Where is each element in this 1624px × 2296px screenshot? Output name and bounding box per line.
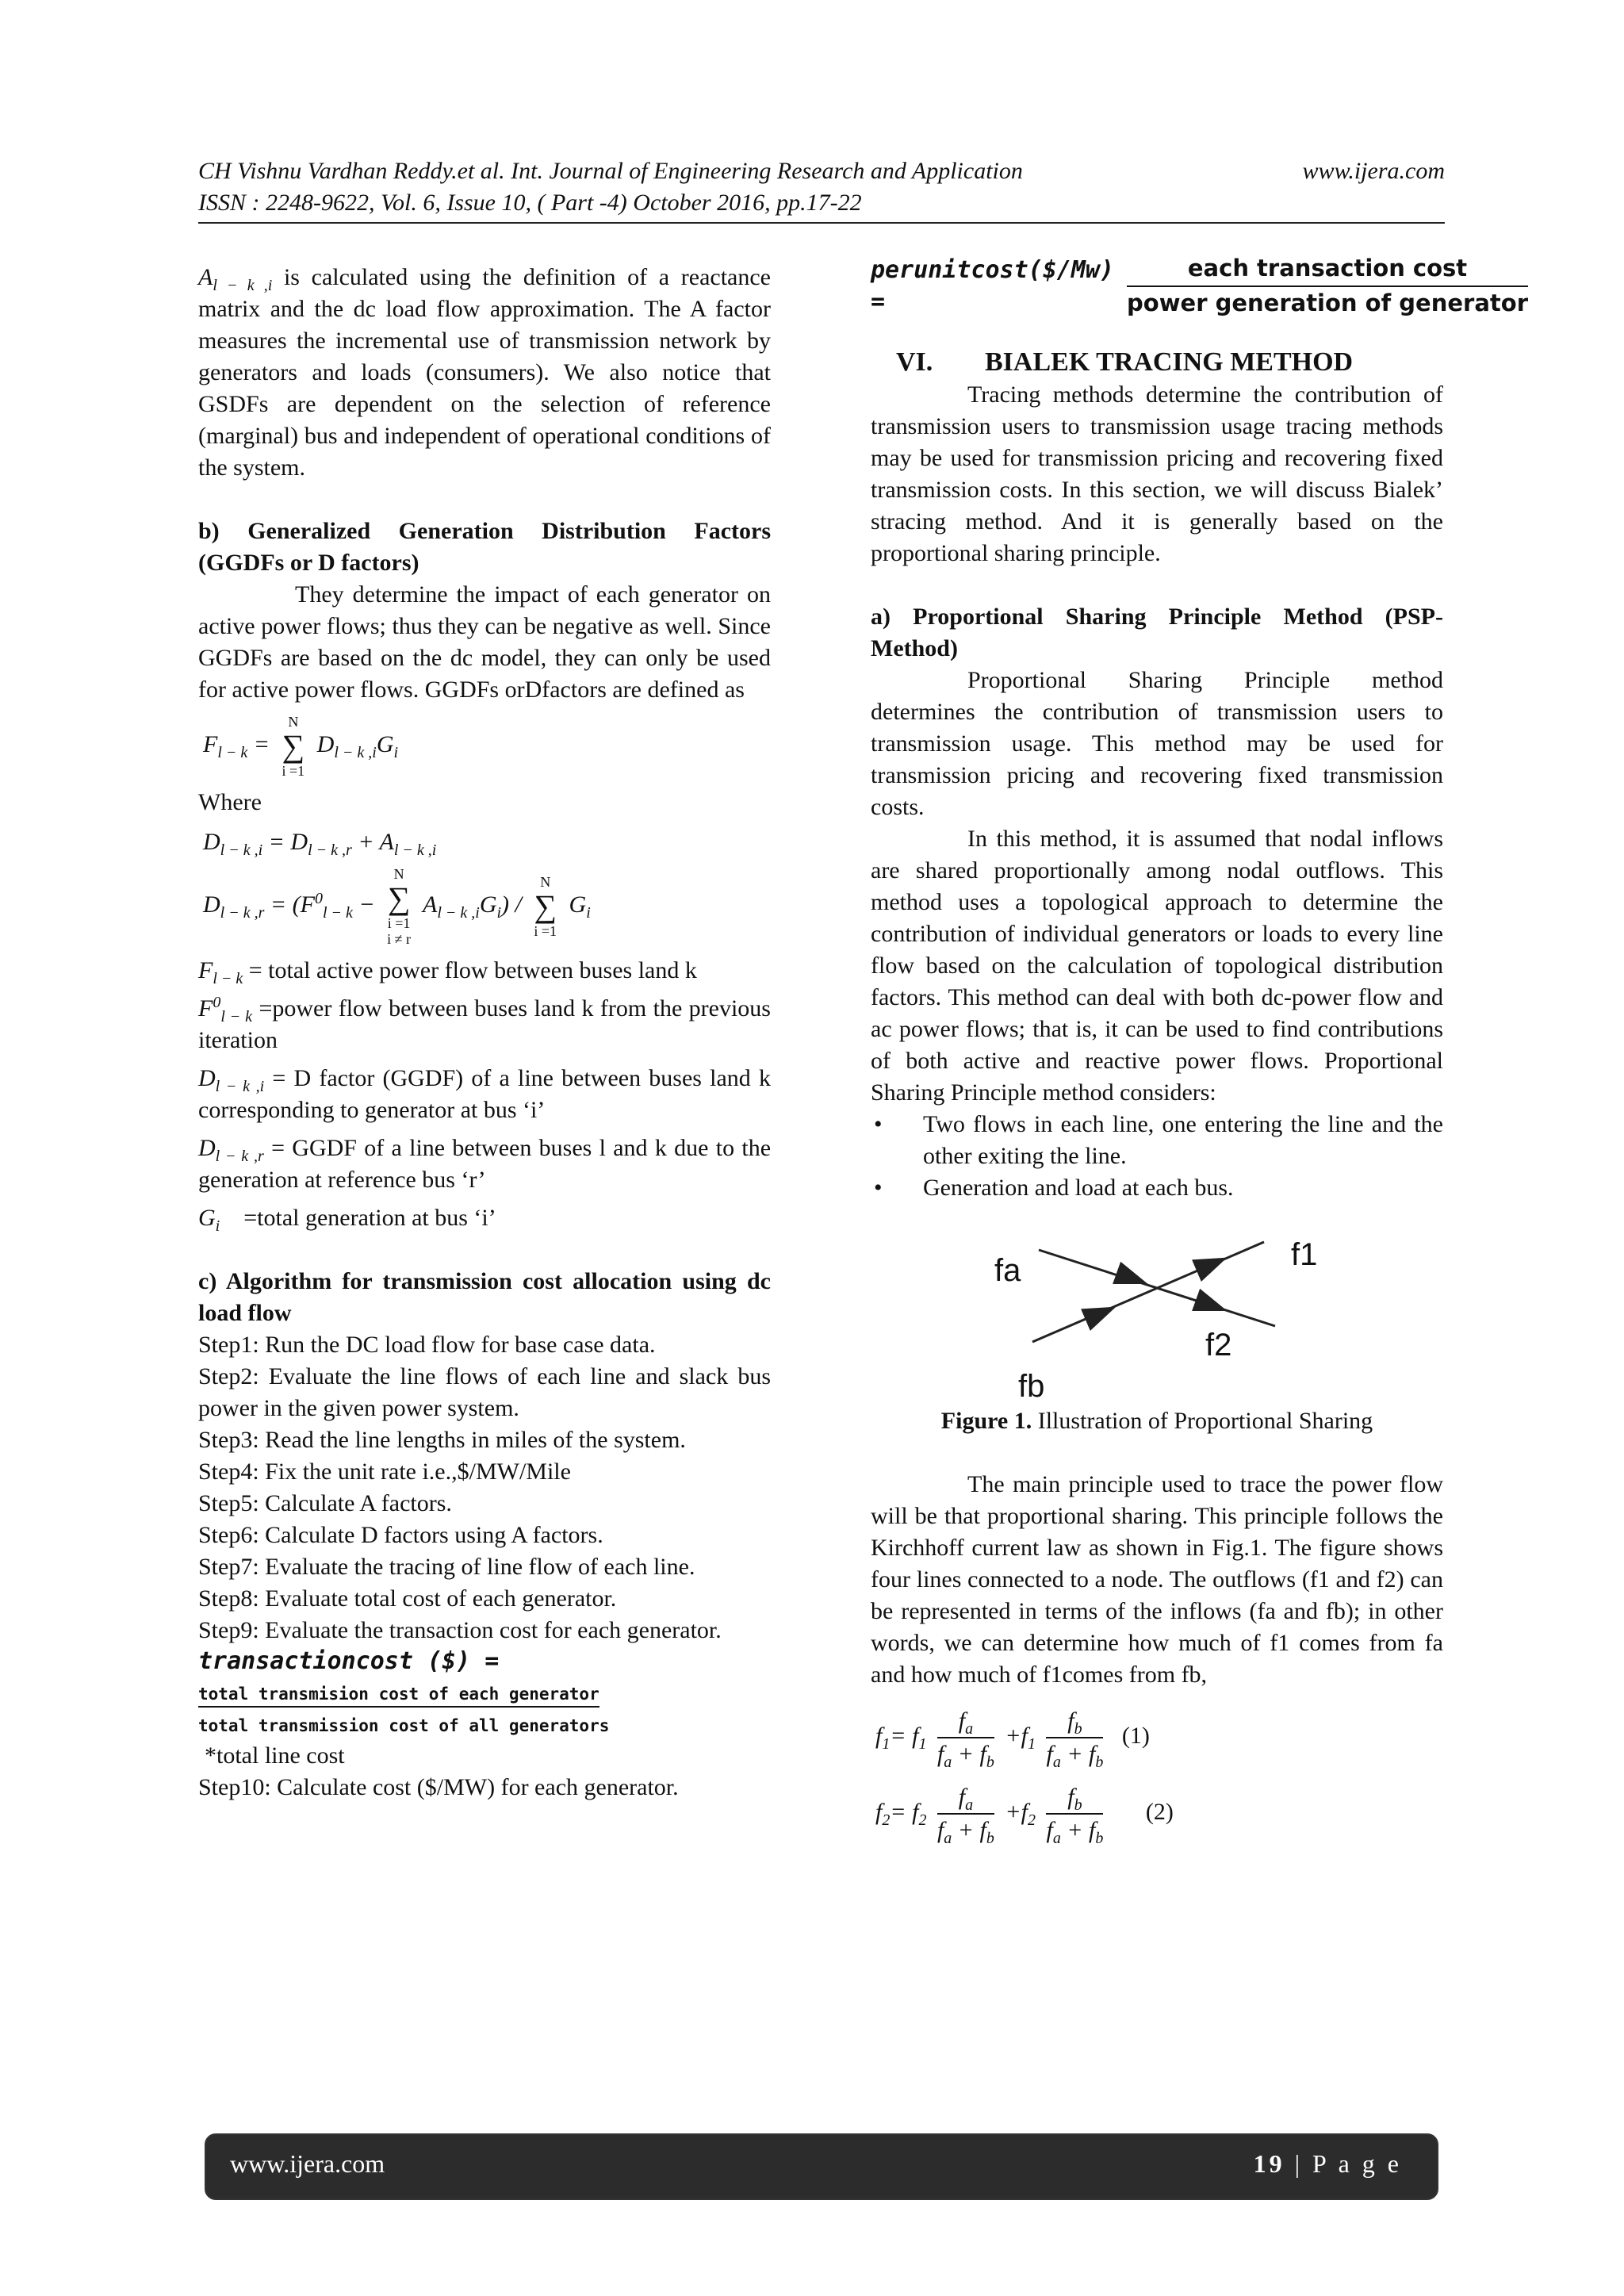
right-column: [871, 254, 1529, 1854]
psp-heading: a) Proportional Sharing Principle Method (PSP-Method): [871, 604, 1443, 661]
definition-prev-flow: $F^0_{l - k}$ =power flow between buses land k from the previous iteration: [198, 994, 771, 1053]
page-number: 19 | P a g e: [1253, 2149, 1402, 2178]
equation-d-factor: $D_{l - k ,i} = D_{l - k ,r} + A_{l - k ,i}$: [203, 829, 437, 859]
journal-citation: CH Vishnu Vardhan Reddy.et al. Int. Journal of Engineering Research and Application: [198, 158, 1023, 184]
definition-flow: $F_{l - k}$ = total active power flow between buses land k: [198, 957, 697, 987]
label-fb: fb: [1018, 1369, 1045, 1404]
page-footer: [205, 2133, 1438, 2200]
main-principle-paragraph: The main principle used to trace the power flow will be that proportional sharing. This principle follows the Kirchhoff current law as shown in Fig.1. The figure shows four lines connected to a node. The outflows (f1 and f2) can be represented in terms of the inflows (fa and fb); in other words, we can determine how much of f1 comes from fa and how much of f1comes from fb,: [871, 1471, 1443, 1688]
ggdf-heading: b) Generalized Generation Distribution Factors (GGDFs or D factors): [198, 518, 771, 576]
section-heading: VI. BIALEK TRACING METHOD: [896, 347, 1354, 377]
psp-paragraph-1: Proportional Sharing Principle method determines the contribution of transmission users to transmission usage. This method may be used for transmission pricing and recovering fixed transmission costs.: [871, 667, 1443, 820]
a-subscript: l − k ,i: [213, 277, 273, 294]
bullet-item: • Generation and load at each bus.: [874, 1175, 1234, 1201]
left-column: [198, 262, 771, 1803]
step-5: Step5: Calculate A factors.: [198, 1490, 452, 1516]
definition-ggdf: $D_{l - k ,i} = D$ factor (GGDF) of a line between buses land k corresponding to generator at bus ‘i’: [198, 1065, 771, 1123]
step-7: Step7: Evaluate the tracing of line flow of each line.: [198, 1554, 695, 1580]
psp-paragraph-2: In this method, it is assumed that nodal inflows are shared proportionally among nodal outflows. This method uses a topological approach to determine the contribution of individual generators or loads to every line flow based on the calculation of topological distribution factors. This method can deal with both dc-power flow and ac power flows; that is, it can be used to find contributions of both active and reactive power flows. Proportional Sharing Principle method considers:: [871, 826, 1443, 1106]
step-6: Step6: Calculate D factors using A factors.: [198, 1522, 603, 1548]
step-1: Step1: Run the DC load flow for base case data.: [198, 1332, 656, 1358]
equation-d-reference: $D_{l - k ,r} = (F^0_{l - k} - N$ ∑ i =1 i ≠ r $A_{l - k ,i}G_i$) / N ∑ i =1 $G_i$: [203, 866, 591, 947]
eq-number-2: (2): [1145, 1798, 1174, 1825]
journal-url[interactable]: www.ijera.com: [1302, 158, 1445, 184]
definition-generation: $G_i$ =total generation at bus ‘i’: [198, 1205, 496, 1235]
a-symbol: A: [198, 264, 213, 290]
eq-number-1: (1): [1121, 1722, 1150, 1749]
equation-2: $f_2= f_2$ $\frac{f_a}{f_a + f_b}$ $+f_2$ $\frac{f_b}{f_a + f_b}$ (2): [875, 1781, 1443, 1846]
where-label: Where: [198, 789, 262, 815]
step-8: Step8: Evaluate total cost of each generator.: [198, 1585, 617, 1612]
total-line-cost: *total line cost: [205, 1742, 345, 1769]
arrow-f1: [1212, 1259, 1223, 1264]
step-2: Step2: Evaluate the line flows of each line and slack bus power in the given power system.: [198, 1363, 771, 1421]
algorithm-heading: c) Algorithm for transmission cost allocation using dc load flow: [198, 1268, 771, 1326]
equation-flow-sum: $F_{l - k} = N$ ∑ i =1 $D_{l - k ,i}G_i$: [203, 714, 399, 779]
running-header: [198, 155, 1445, 219]
header-rule: [198, 222, 1445, 224]
flow-diagram: [871, 1223, 1443, 1405]
step-10: Step10: Calculate cost ($/MW) for each generator.: [198, 1774, 679, 1800]
label-f2: f2: [1205, 1328, 1232, 1363]
label-fa: fa: [994, 1253, 1021, 1288]
equation-1: $f_1= f_1$ $\frac{f_a}{f_a + f_b}$ $+f_1$ $\frac{f_b}{f_a + f_b}$ (1): [875, 1705, 1443, 1770]
definition-ggdf-reference: $D_{l - k ,r}$ = GGDF of a line between buses l and k due to the generation at reference bus ‘r’: [198, 1135, 772, 1193]
ggdf-paragraph: They determine the impact of each generator on active power flows; thus they can be negative as well. Since GGDFs are based on the dc model, they can only be used for active power flows. GGDFs orDfactors are defined as: [198, 581, 771, 703]
step-3: Step3: Read the line lengths in miles of the system.: [198, 1427, 686, 1453]
footer-site-link[interactable]: www.ijera.com: [230, 2149, 385, 2178]
per-unit-cost-formula: perunitcost($/Mw) = each transaction cost power generation of generator: [871, 255, 1529, 316]
figure-proportional-sharing: [871, 1223, 1443, 1405]
figure-caption: Figure 1. Illustration of Proportional Sharing: [940, 1408, 1373, 1434]
label-f1: f1: [1291, 1237, 1318, 1272]
transaction-cost-formula: transactioncost ($) = total transmision cost of each generator total transmission cost of all generators: [198, 1647, 610, 1735]
step-4: Step4: Fix the unit rate i.e.,$/MW/Mile: [198, 1458, 571, 1485]
a-factor-paragraph: $A_{l - k ,i}$ is calculated using the definition of a reactance matrix and the dc load flow approximation. The A factor measures the incremental use of transmission network by generators and loads (consumers). We also notice that GSDFs are dependent on the selection of reference (marginal) bus and independent of operational conditions of the system.: [198, 264, 771, 481]
section-paragraph: Tracing methods determine the contribution of transmission users to transmission usage tracing methods may be used for transmission pricing and recovering fixed transmission costs. In this section, we will discuss Bialek’ stracing method. And it is generally based on the proportional sharing principle.: [871, 381, 1443, 566]
bullet-item: • Two flows in each line, one entering the line and the other exiting the line.: [874, 1111, 1443, 1169]
step-9: Step9: Evaluate the transaction cost for each generator.: [198, 1617, 722, 1643]
issn-line: ISSN : 2248-9622, Vol. 6, Issue 10, ( Part -4) October 2016, pp.17-22: [198, 190, 862, 216]
